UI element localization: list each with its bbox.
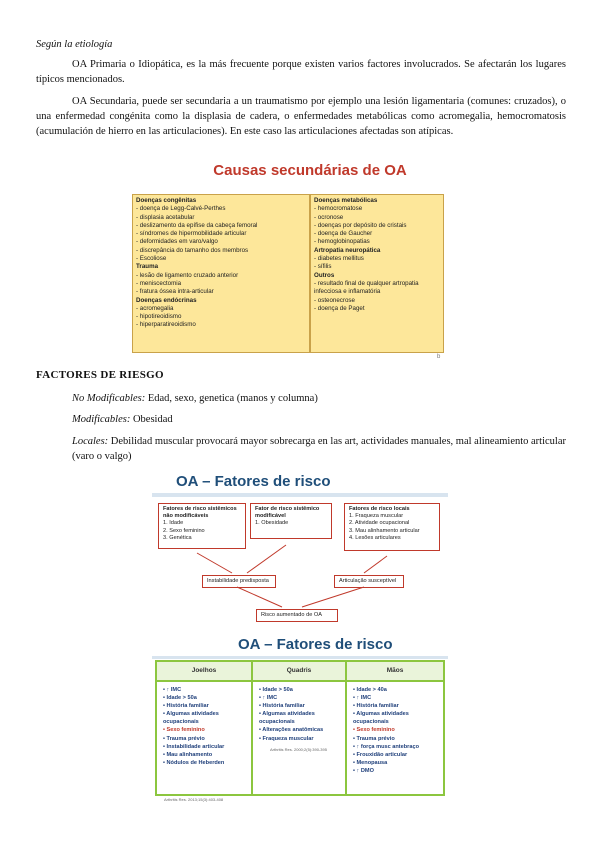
fig3-risk-item: • Mau alinhamento bbox=[163, 751, 213, 758]
fig3-risk-item: • ↑ IMC bbox=[163, 687, 182, 693]
fig3-footnote-2: Arthritis Res. 2013;15(3):403-408 bbox=[164, 797, 224, 802]
fig3-col-maos bbox=[347, 662, 443, 794]
fig3-risk-item: • Idade > 40a bbox=[353, 687, 387, 693]
fig1-right-box bbox=[310, 194, 444, 353]
fig3-risk-item: • Menopausa bbox=[353, 759, 388, 766]
fig3-title: OA – Fatores de risco bbox=[238, 636, 393, 653]
fig3-col0-head: Joelhos bbox=[157, 662, 251, 682]
fig2-box3-title: Fatores de risco locais bbox=[349, 506, 410, 512]
factors-heading: FACTORES DE RIESGO bbox=[36, 369, 164, 381]
fig1-right-item: - doenças por depósito de cristais bbox=[314, 221, 407, 229]
fig3-risk-item: • Instabilidade articular bbox=[163, 743, 225, 750]
fig3-panel bbox=[152, 630, 448, 806]
fig3-risk-item: • ↑ DMO bbox=[353, 767, 374, 774]
fig3-risk-item: • Sexo feminino bbox=[163, 727, 205, 734]
fig1-left-item: - lesão de ligamento cruzado anterior bbox=[136, 271, 239, 279]
fig1-left-item: Doenças endócrinas bbox=[136, 296, 197, 304]
fig3-risk-item: • ↑ IMC bbox=[259, 695, 278, 702]
fig3-risk-item: • Trauma prévio bbox=[353, 735, 395, 742]
fig2-box2-title: Fator de risco sistêmico modificável bbox=[255, 506, 320, 520]
local-line bbox=[72, 434, 566, 464]
fig1-right-item: - diabetes mellitus bbox=[314, 255, 364, 263]
fig1-left-item: - hipotireoidismo bbox=[136, 313, 182, 321]
fig3-risk-item: • História familiar bbox=[353, 703, 399, 710]
fig3-risk-item: • Frouxidão articular bbox=[353, 751, 408, 758]
fig2-instability-box: Instabilidade predisposta bbox=[202, 575, 276, 588]
fig1-right-item: - resultado final de qualquer artropatia infecciosa e inflamatória bbox=[314, 279, 419, 296]
fig3-risk-item: • Idade > 50a bbox=[259, 687, 293, 693]
fig3-risk-item: • História familiar bbox=[259, 703, 305, 710]
fig1-left-item: - discrepância do tamanho dos membros bbox=[136, 246, 249, 254]
local-label: Locales: bbox=[72, 436, 109, 447]
fig1-right-item: - sífilis bbox=[314, 263, 332, 271]
fig3-table bbox=[155, 660, 445, 796]
fig1-left-item: Doenças congênitas bbox=[136, 197, 197, 204]
fig3-footnote-1: Arthritis Res. 2000;2(5):390-395 bbox=[270, 747, 327, 752]
fig1-left-item: - Escoliose bbox=[136, 255, 167, 263]
nonmod-text: Edad, sexo, genetica (manos y columna) bbox=[145, 393, 318, 404]
fig3-col2-head: Mãos bbox=[347, 662, 443, 682]
fig2-box3-item: 3. Mau alinhamento articular bbox=[349, 527, 420, 534]
fig3-risk-item: • Algumas atividades ocupacionais bbox=[259, 711, 315, 726]
fig1-title: Causas secundárias de OA bbox=[213, 162, 407, 179]
fig2-box2-item: 1. Obesidade bbox=[255, 520, 289, 527]
fig1-right-item: Outros bbox=[314, 271, 335, 279]
fig1-left-list bbox=[136, 197, 306, 330]
fig1-left-item: - hiperparatireoidismo bbox=[136, 321, 196, 329]
paragraph-secondary-oa: OA Secundaria, puede ser secundaria a un traumatismo por ejemplo una lesión ligamentaria (comunes: cruzados), o una enfermedad congénita como la displasia de cadera, o enfermedades metabólicas como acromegalia, hemocromatosis (acumulación de hierro en las articulaciones). En este caso las articulaciones afectadas son atípicas. bbox=[36, 96, 566, 137]
etiology-label: Según la etiología bbox=[36, 39, 113, 50]
fig1-left-item: - fratura óssea intra-articular bbox=[136, 288, 214, 296]
fig3-col-quadris bbox=[253, 662, 347, 794]
fig3-col0-list bbox=[157, 686, 251, 767]
fig3-col2-list bbox=[347, 686, 443, 775]
fig1-right-item: - hemoglobinopatias bbox=[314, 238, 370, 246]
fig2-box3-item: 4. Lesões articulares bbox=[349, 534, 401, 541]
fig1-right-item: - osteonecrose bbox=[314, 296, 355, 304]
fig1-left-item: Trauma bbox=[136, 263, 159, 271]
fig2-title: OA – Fatores de risco bbox=[176, 473, 331, 490]
fig3-risk-item: • Fraqueza muscular bbox=[259, 735, 314, 742]
fig3-risk-item: • Idade > 50a bbox=[163, 695, 197, 702]
fig1-left-item: - doença de Legg-Calvé-Perthes bbox=[136, 205, 226, 213]
paragraph-primary-oa: OA Primaria o Idiopática, es la más frecuente porque existen varios factores involucrados. Se afectarán los lugares típicos mencionados. bbox=[36, 59, 566, 85]
fig3-risk-item: • ↑ IMC bbox=[353, 695, 372, 702]
nonmod-line bbox=[72, 391, 566, 406]
fig2-box3-item: 2. Atividade ocupacional bbox=[349, 520, 410, 527]
fig2-panel bbox=[152, 465, 448, 625]
fig2-arrow-1 bbox=[197, 553, 232, 573]
fig1-right-item: Artropatia neuropática bbox=[314, 246, 381, 254]
fig3-risk-item: • ↑ força musc antebraço bbox=[353, 743, 419, 750]
fig1-left-item: - acromegalia bbox=[136, 304, 174, 312]
nonmod-label: No Modificables: bbox=[72, 393, 146, 404]
fig1-right-item: - doença de Paget bbox=[314, 304, 365, 312]
local-text: Debilidad muscular provocará mayor sobrecarga en las art, actividades manuales, mal alineamiento articular (varo o valgo) bbox=[72, 436, 566, 462]
fig2-arrow-5 bbox=[302, 587, 364, 607]
fig3-risk-item: • Alterações anatômicas bbox=[259, 727, 324, 734]
fig2-box1-title: Fatores de risco sistêmicos não modificáveis bbox=[163, 506, 237, 520]
fig1-right-item: - doença de Gaucher bbox=[314, 230, 373, 238]
fig3-risk-item: • Algumas atividades ocupacionais bbox=[353, 711, 409, 726]
fig1-right-item: Doenças metabólicas bbox=[314, 197, 378, 204]
fig2-box1-item: 3. Genética bbox=[163, 534, 192, 541]
fig3-col1-list bbox=[253, 686, 345, 743]
mod-text: Obesidad bbox=[130, 414, 173, 425]
corner-mark: b bbox=[437, 354, 441, 360]
fig2-arrow-2 bbox=[247, 545, 286, 573]
fig1-left-box bbox=[132, 194, 310, 353]
fig3-risk-item: • Algumas atividades ocupacionais bbox=[163, 711, 219, 726]
fig2-box1-item: 1. Idade bbox=[163, 520, 184, 527]
fig1-left-item: - síndromes de hipermobilidade articular bbox=[136, 230, 247, 238]
fig1-left-item: - deslizamento da epífise da cabeça femoral bbox=[136, 221, 258, 229]
fig2-box1-item: 2. Sexo feminino bbox=[163, 527, 205, 534]
fig1-left-item: - meniscectomia bbox=[136, 279, 182, 287]
fig2-arrow-3 bbox=[364, 556, 387, 573]
fig2-box3-item: 1. Fraqueza muscular bbox=[349, 513, 404, 520]
mod-label: Modificables: bbox=[72, 414, 131, 425]
fig1-left-item: - displasia acetabular bbox=[136, 213, 195, 221]
fig2-risk-box: Risco aumentado de OA bbox=[256, 609, 338, 622]
fig1-right-item: - hemocromatose bbox=[314, 205, 363, 213]
fig2-arrow-4 bbox=[237, 587, 282, 607]
fig3-col-joelhos bbox=[157, 662, 253, 794]
fig3-risk-item: • História familiar bbox=[163, 703, 209, 710]
fig2-arrows bbox=[152, 465, 448, 625]
fig1-right-list bbox=[314, 197, 440, 313]
fig1-left-item: - deformidades em varo/valgo bbox=[136, 238, 218, 246]
fig3-risk-item: • Sexo feminino bbox=[353, 727, 395, 734]
mod-line bbox=[72, 412, 566, 427]
fig3-title-band bbox=[152, 656, 448, 659]
fig2-susceptible-box: Articulação susceptível bbox=[334, 575, 404, 588]
fig3-risk-item: • Trauma prévio bbox=[163, 735, 205, 742]
fig1-right-item: - ocronose bbox=[314, 213, 344, 221]
fig3-risk-item: • Nódulos de Heberden bbox=[163, 759, 225, 766]
fig3-col1-head: Quadris bbox=[253, 662, 345, 682]
